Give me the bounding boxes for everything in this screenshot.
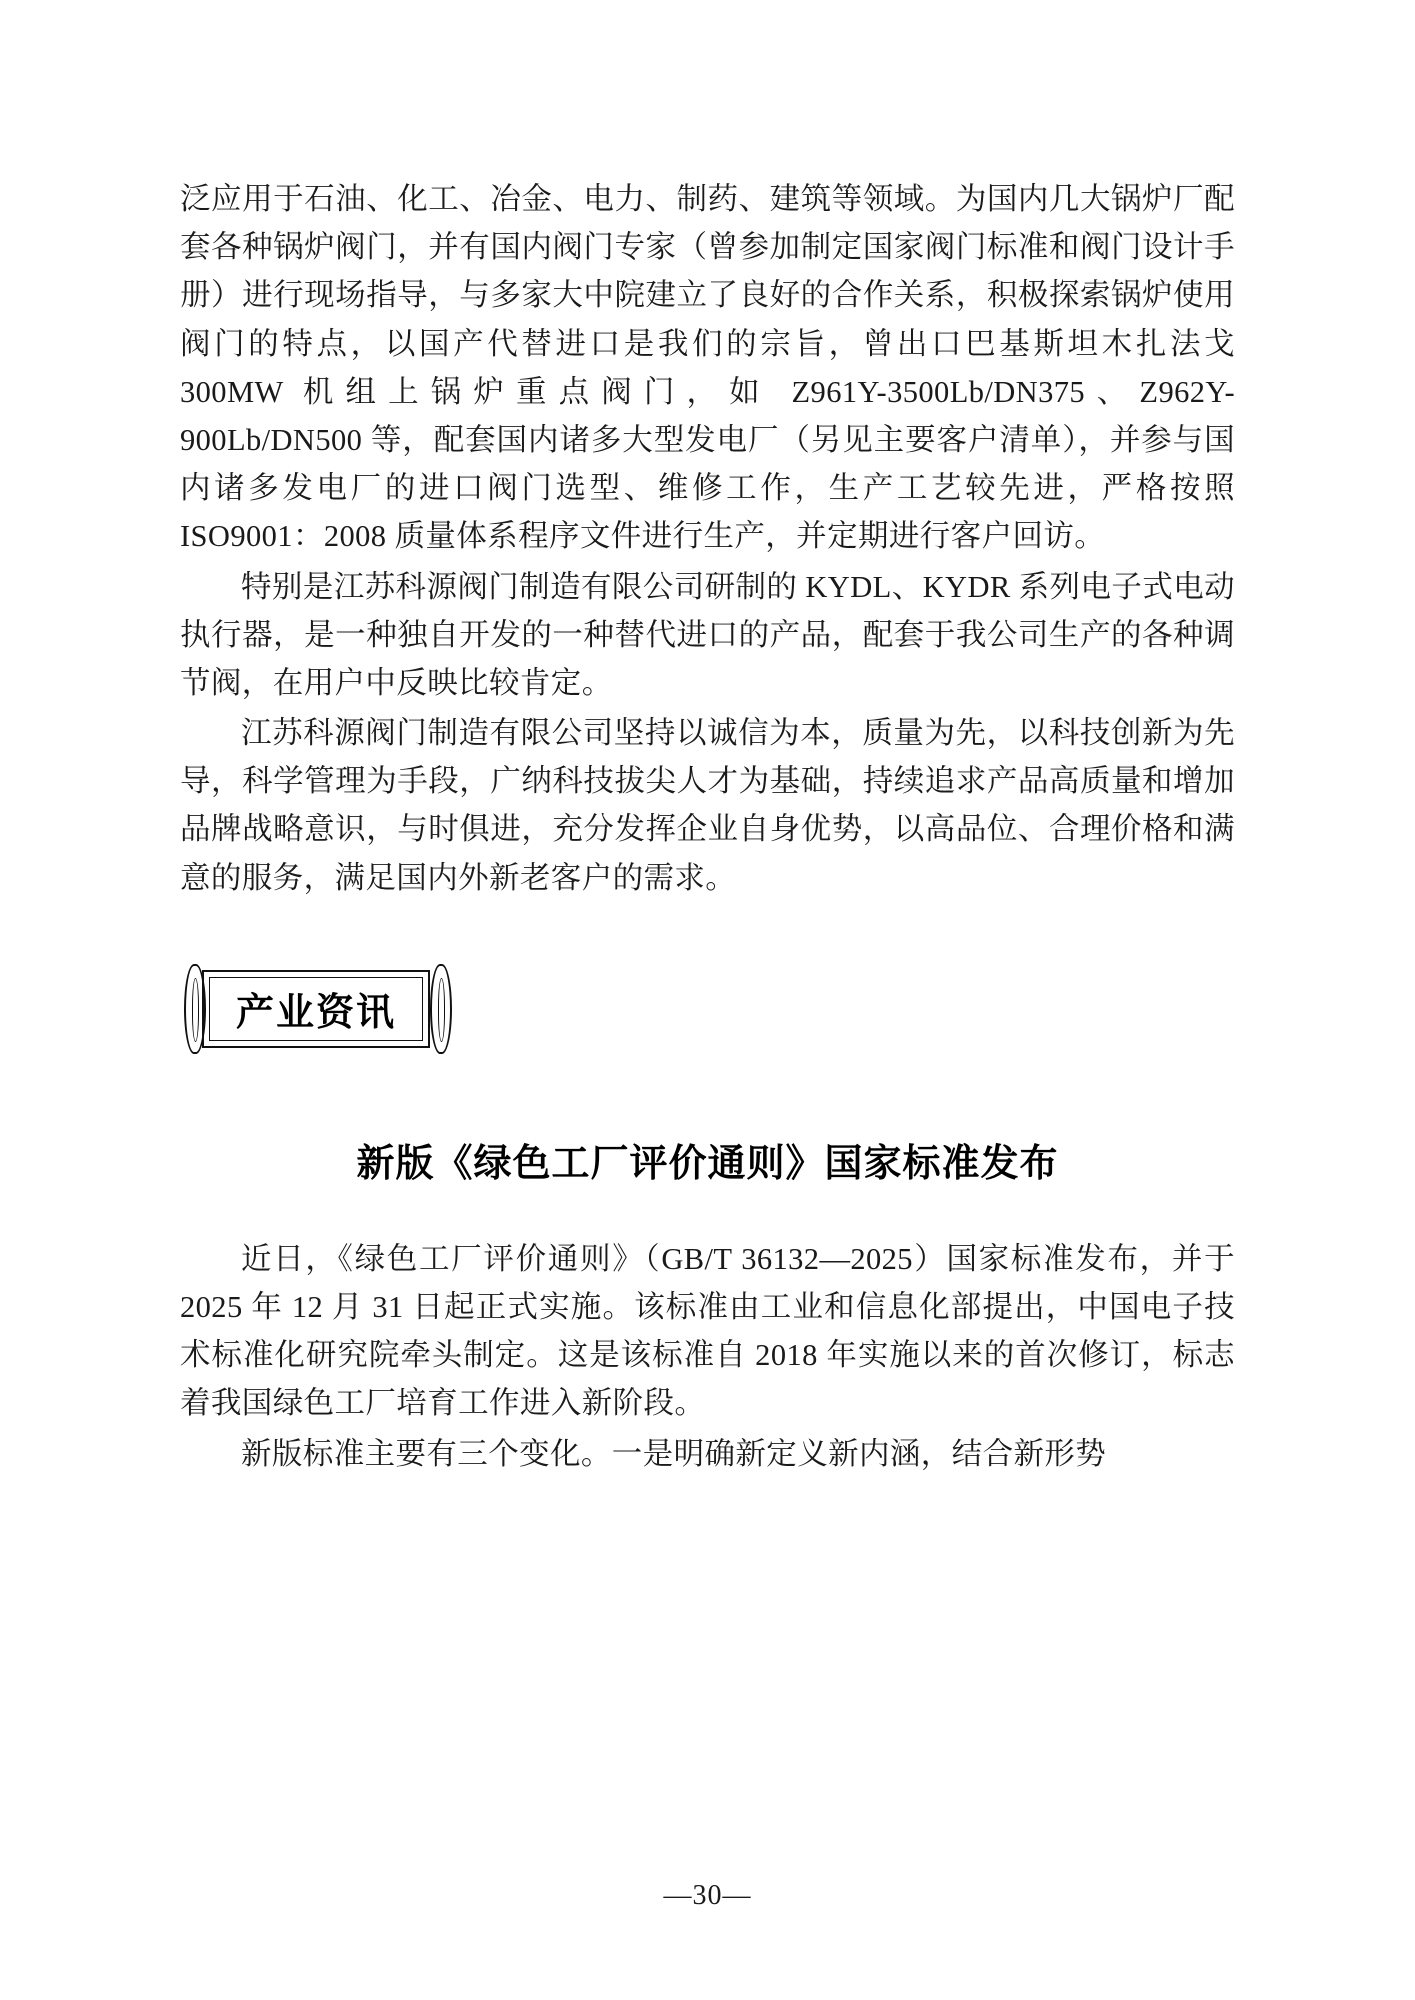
section-banner	[184, 964, 452, 1060]
article-paragraph-2: 新版标准主要有三个变化。一是明确新定义新内涵，结合新形势	[241, 1436, 1107, 1471]
paragraph-company-philosophy: 江苏科源阀门制造有限公司坚持以诚信为本，质量为先，以科技创新为先导，科学管理为手段，广纳科技拔尖人才为基础，持续追求产品高质量和增加品牌战略意识，与时俱进，充分发挥企业自身优势，以高品位、合理价格和满意的服务，满足国内外新老客户的需求。	[180, 716, 1235, 895]
article-title: 新版《绿色工厂评价通则》国家标准发布	[356, 1142, 1059, 1185]
banner-scroll-right-icon	[430, 964, 452, 1054]
paragraph-continued: 泛应用于石油、化工、冶金、电力、制药、建筑等领域。为国内几大锅炉厂配套各种锅炉阀门，并有国内阀门专家（曾参加制定国家阀门标准和阀门设计手册）进行现场指导，与多家大中院建立了良好的合作关系，积极探索锅炉使用阀门的特点，以国产代替进口是我们的宗旨，曾出口巴基斯坦木扎法戈 300MW 机组上锅炉重点阀门，如 Z961Y-3500Lb/DN375、Z962Y- 900Lb/DN500 等，配套国内诸多大型发电厂（另见主要客户清单），并参与国内诸多发电厂的进口阀门选型、维修工作，生产工艺较先进，严格按照 ISO9001：2008 质量体系程序文件进行生产，并定期进行客户回访。	[180, 182, 1235, 554]
section-banner-label: 产业资讯	[235, 992, 396, 1035]
article-body	[180, 1235, 1235, 1478]
paragraph-kydl-actuator: 特别是江苏科源阀门制造有限公司研制的 KYDL、KYDR 系列电子式电动执行器，是一种独自开发的一种替代进口的产品，配套于我公司生产的各种调节阀，在用户中反映比较肯定。	[180, 569, 1235, 700]
page-number: —30—	[663, 1880, 752, 1911]
continued-body	[180, 175, 1235, 902]
article-paragraph-1: 近日，《绿色工厂评价通则》（GB/T 36132—2025）国家标准发布，并于 2025 年 12 月 31 日起正式实施。该标准由工业和信息化部提出，中国电子技术标准化研究院牵头制定。这是该标准自 2018 年实施以来的首次修订，标志着我国绿色工厂培育工作进入新阶段。	[180, 1241, 1235, 1421]
